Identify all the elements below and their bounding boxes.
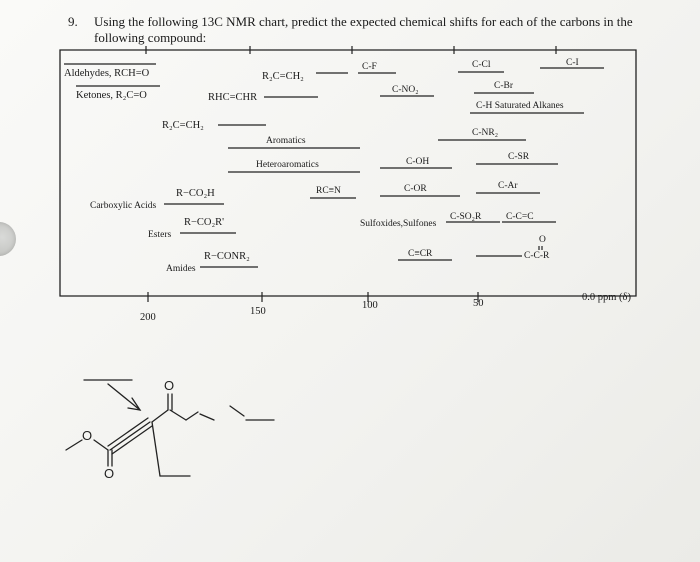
atom-o-carbonyl-1: O [104, 466, 115, 481]
label-ci: C-I [566, 58, 579, 68]
tick-label-100: 100 [362, 300, 378, 311]
bond [152, 410, 168, 422]
label-cf: C-F [362, 62, 377, 72]
label-r2c-ch2-top: R₂C=CH₂ [262, 71, 304, 82]
label-cbr: C-Br [494, 81, 513, 91]
tick-label-200: 200 [140, 312, 156, 323]
bond [200, 414, 214, 420]
label-rco2r: R−CO₂R' [184, 217, 225, 228]
tick-label-50: 50 [473, 298, 484, 309]
label-ccc: C-C=C [506, 212, 534, 222]
label-ketones: Ketones, R₂C=O [76, 90, 147, 101]
label-carboxylic: Carboxylic Acids [90, 201, 157, 211]
question-text: Using the following 13C NMR chart, predict the expected chemical shifts for each of the carbons in the following compound: [94, 14, 633, 45]
label-ch-saturated: C-H Saturated Alkanes [476, 101, 564, 111]
atom-o-ester: O [82, 428, 93, 443]
question-number: 9. [68, 14, 78, 29]
tick-label-150: 150 [250, 306, 266, 317]
label-rconr2: R−CONR₂ [204, 251, 250, 262]
label-amides: Amides [166, 264, 196, 274]
label-rco2h: R−CO₂H [176, 188, 215, 199]
label-heteroaromatics: Heteroaromatics [256, 160, 319, 170]
bond-down [152, 422, 160, 476]
label-cno2: C-NO₂ [392, 85, 419, 95]
atom-o-carbonyl-2: O [164, 378, 175, 393]
label-r2c-ch2: R₂C=CH₂ [162, 120, 204, 131]
triple-bond-2 [112, 426, 152, 454]
label-cccr: C≡CR [408, 249, 433, 259]
label-cso2r: C-SO₂R [450, 212, 482, 222]
label-ccl: C-Cl [472, 60, 491, 70]
label-sulfoxides: Sulfoxides,Sulfones [360, 219, 437, 229]
label-csr: C-SR [508, 152, 530, 162]
label-ccor: C-C-R [524, 251, 550, 261]
pointer-mark [230, 406, 244, 416]
bond [170, 410, 186, 420]
arrow-shaft [108, 384, 140, 410]
label-aldehydes: Aldehydes, RCH=O [64, 68, 150, 79]
triple-bond-1 [110, 422, 150, 450]
label-ccor-o: O [539, 235, 546, 245]
label-cor: C-OR [404, 184, 427, 194]
bond [94, 440, 108, 450]
triple-bond-3 [108, 418, 148, 446]
arrow-head [128, 398, 140, 410]
label-rcn: RC≡N [316, 186, 341, 196]
bond [186, 412, 198, 420]
label-cnr2: C-NR₂ [472, 128, 499, 138]
label-esters: Esters [148, 230, 172, 240]
tick-label-0: 0.0 ppm (δ) [582, 292, 631, 303]
bond [66, 440, 82, 450]
label-coh: C-OH [406, 157, 430, 167]
label-car: C-Ar [498, 181, 518, 191]
label-rhc-chr: RHC=CHR [208, 92, 258, 103]
label-aromatics: Aromatics [266, 136, 306, 146]
